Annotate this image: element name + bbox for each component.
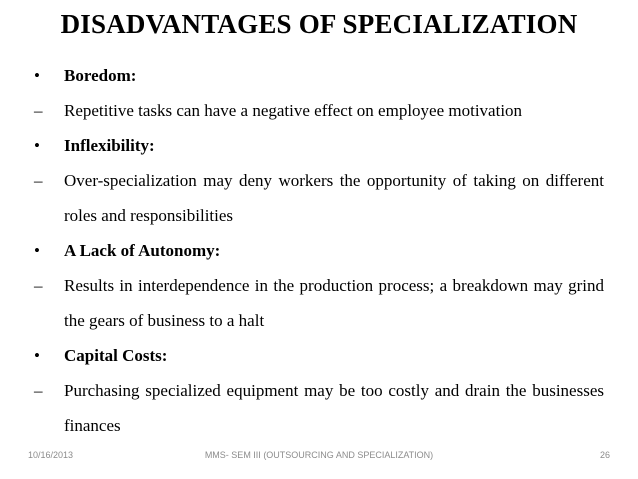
dash-text: Purchasing specialized equipment may be too costly and drain the businesses finances — [64, 381, 604, 435]
footer-course-title: MMS- SEM III (OUTSOURCING AND SPECIALIZATION) — [204, 450, 434, 460]
dash-text: Results in interdependence in the production process; a breakdown may grind the gears of business to a halt — [64, 276, 604, 330]
dash-text: Over-specialization may deny workers the opportunity of taking on different roles and responsibilities — [64, 171, 604, 225]
dash-item-inflexibility — [34, 163, 604, 233]
bullet-heading: Capital Costs: — [64, 346, 168, 365]
bullet-marker: • — [34, 346, 40, 365]
footer-page-number: 26 — [599, 450, 610, 460]
slide-content — [34, 58, 604, 443]
bullet-item-capital-costs — [34, 338, 604, 373]
bullet-item-autonomy — [34, 233, 604, 268]
bullet-heading: Boredom: — [64, 66, 137, 85]
bullet-marker: • — [34, 136, 40, 155]
bullet-item-inflexibility — [34, 128, 604, 163]
dash-item-autonomy — [34, 268, 604, 338]
dash-text: Repetitive tasks can have a negative effect on employee motivation — [64, 101, 523, 120]
dash-marker: – — [34, 171, 43, 190]
bullet-item-boredom — [34, 58, 604, 93]
footer-date: 10/16/2013 — [28, 450, 74, 460]
bullet-heading: Inflexibility: — [64, 136, 155, 155]
dash-item-boredom — [34, 93, 604, 128]
bullet-marker: • — [34, 241, 40, 260]
dash-marker: – — [34, 276, 43, 295]
slide-title: DISADVANTAGES OF SPECIALIZATION — [60, 9, 578, 39]
dash-marker: – — [34, 101, 43, 120]
bullet-heading: A Lack of Autonomy: — [64, 241, 221, 260]
dash-item-capital-costs — [34, 373, 604, 443]
dash-marker: – — [34, 381, 43, 400]
bullet-marker: • — [34, 66, 40, 85]
